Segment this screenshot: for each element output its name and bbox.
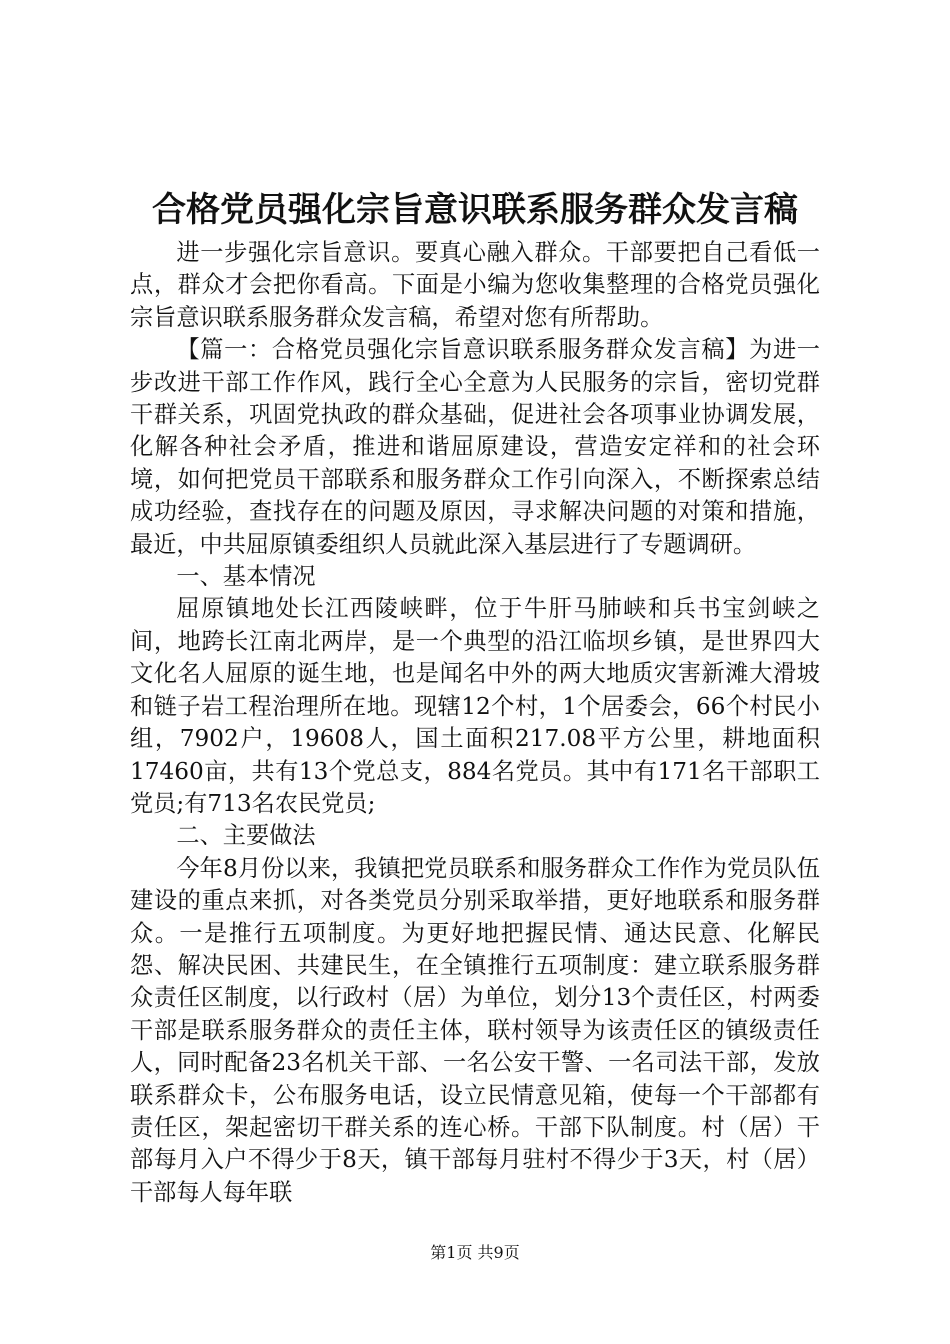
section-heading-basic-situation: 一、基本情况 <box>176 563 316 591</box>
section-heading-main-practices: 二、主要做法 <box>176 822 316 850</box>
paragraph-main-practices: 今年8月份以来，我镇把党员联系和服务群众工作作为党员队伍建设的重点来抓，对各类党员分别采取举措，更好地联系和服务群众。一是推行五项制度。为更好地把握民情、通达民意、化解民怨、解决民困、共建民生，在全镇推行五项制度：建立联系服务群众责任区制度，以行政村（居）为单位，划分13个责任区，村两委干部是联系服务群众的责任主体，联村领导为该责任区的镇级责任人，同时配备23名机关干部、一名公安干警、一名司法干部，发放联系群众卡，公布服务电话，设立民情意见箱，使每一个干部都有责任区，架起密切干群关系的连心桥。干部下队制度。村（居）干部每月入户不得少于8天，镇干部每月驻村不得少于3天，村（居）干部每人每年联 <box>130 854 820 1206</box>
document-body <box>130 237 820 1209</box>
paragraph-basic-situation: 屈原镇地处长江西陵峡畔，位于牛肝马肺峡和兵书宝剑峡之间，地跨长江南北两岸，是一个典型的沿江临坝乡镇，是世界四大文化名人屈原的诞生地，也是闻名中外的两大地质灾害新滩大滑坡和链子岩工程治理所在地。现辖12个村，1个居委会，66个村民小组，7902户，19608人，国土面积217.08平方公里，耕地面积17460亩，共有13个党总支，884名党员。其中有171名干部职工党员;有713名农民党员; <box>130 595 820 817</box>
page-footer: 第1页 共9页 <box>430 1243 520 1262</box>
paragraph-part-one: 【篇一：合格党员强化宗旨意识联系服务群众发言稿】为进一步改进干部工作作风，践行全心全意为人民服务的宗旨，密切党群干群关系，巩固党执政的群众基础，促进社会各项事业协调发展，化解各种社会矛盾，推进和谐屈原建设，营造安定祥和的社会环境，如何把党员干部联系和服务群众工作引向深入，不断探索总结成功经验，查找存在的问题及原因，寻求解决问题的对策和措施，最近，中共屈原镇委组织人员就此深入基层进行了专题调研。 <box>130 336 820 558</box>
paragraph-intro: 进一步强化宗旨意识。要真心融入群众。干部要把自己看低一点，群众才会把你看高。下面是小编为您收集整理的合格党员强化宗旨意识联系服务群众发言稿，希望对您有所帮助。 <box>130 239 820 331</box>
document-title: 合格党员强化宗旨意识联系服务群众发言稿 <box>152 190 798 230</box>
